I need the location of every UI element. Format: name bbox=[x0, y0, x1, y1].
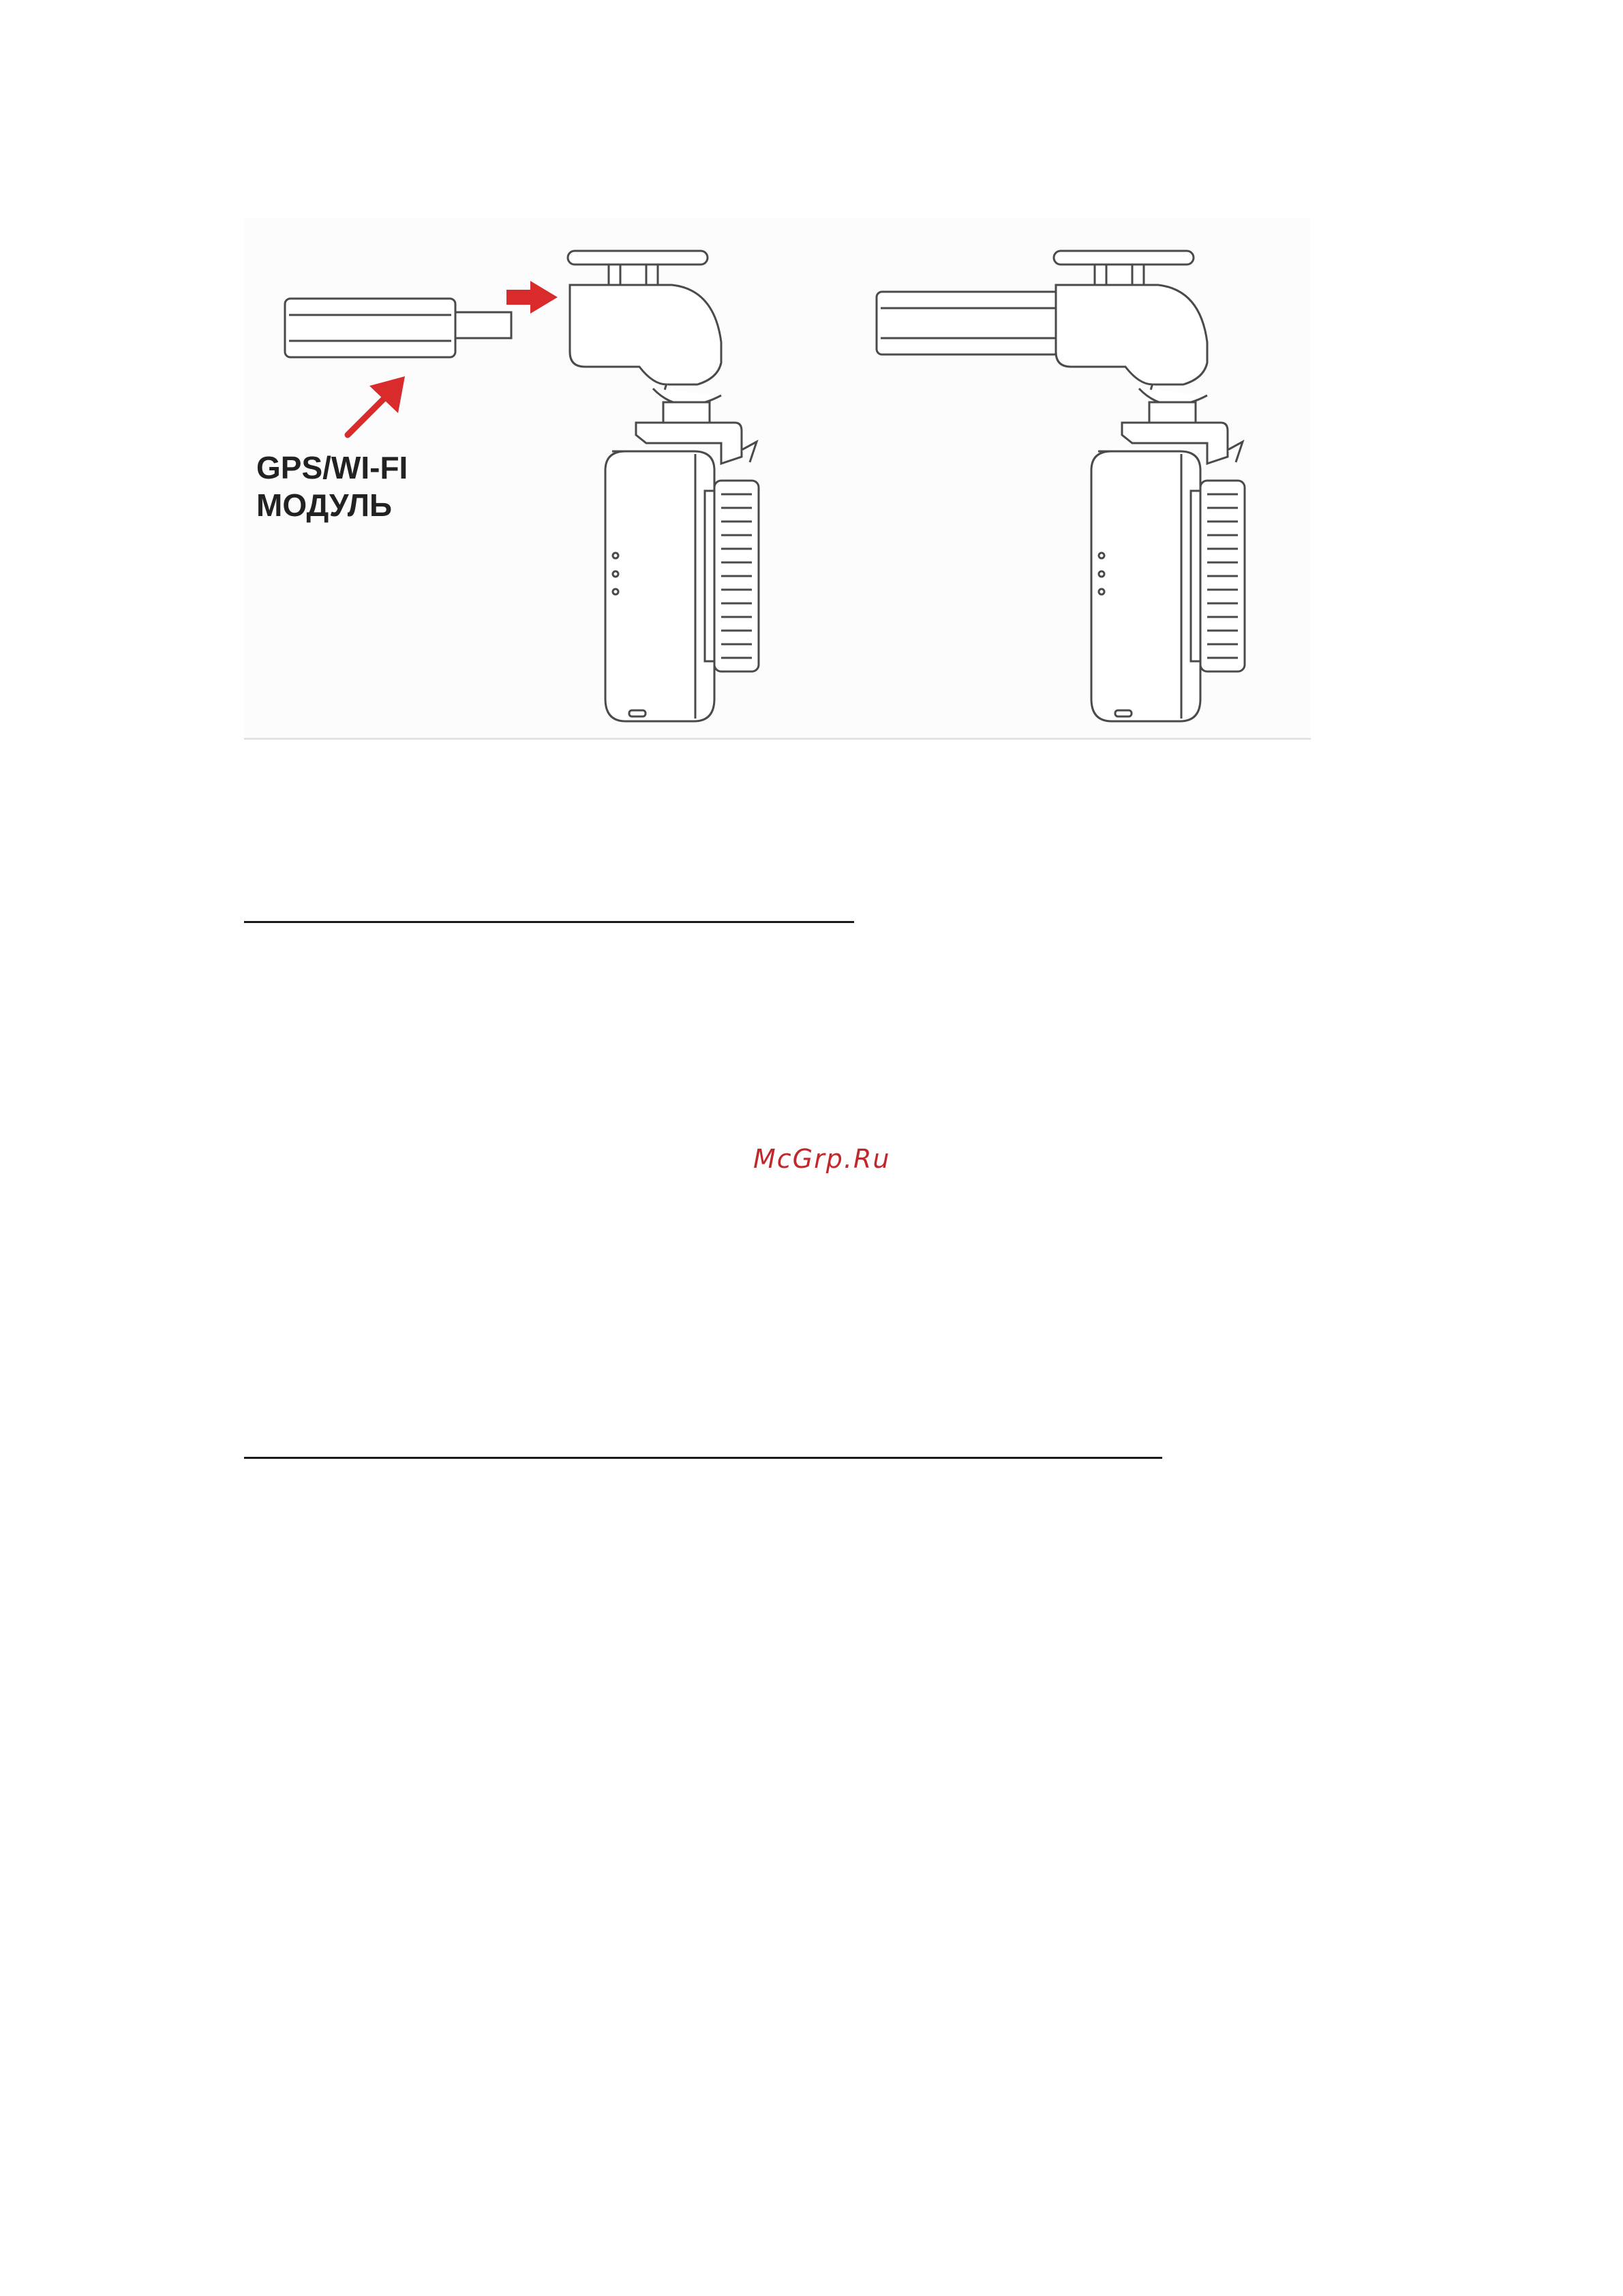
module-label-line1: GPS/WI-FI bbox=[256, 450, 408, 485]
horizontal-rule-1 bbox=[244, 921, 854, 923]
installation-illustration bbox=[244, 218, 1311, 740]
horizontal-rule-2 bbox=[244, 1457, 1162, 1459]
module-label-line2: МОДУЛЬ bbox=[256, 487, 393, 523]
illustration-svg bbox=[244, 218, 1311, 740]
watermark-text[interactable]: McGrp.Ru bbox=[753, 1144, 891, 1174]
